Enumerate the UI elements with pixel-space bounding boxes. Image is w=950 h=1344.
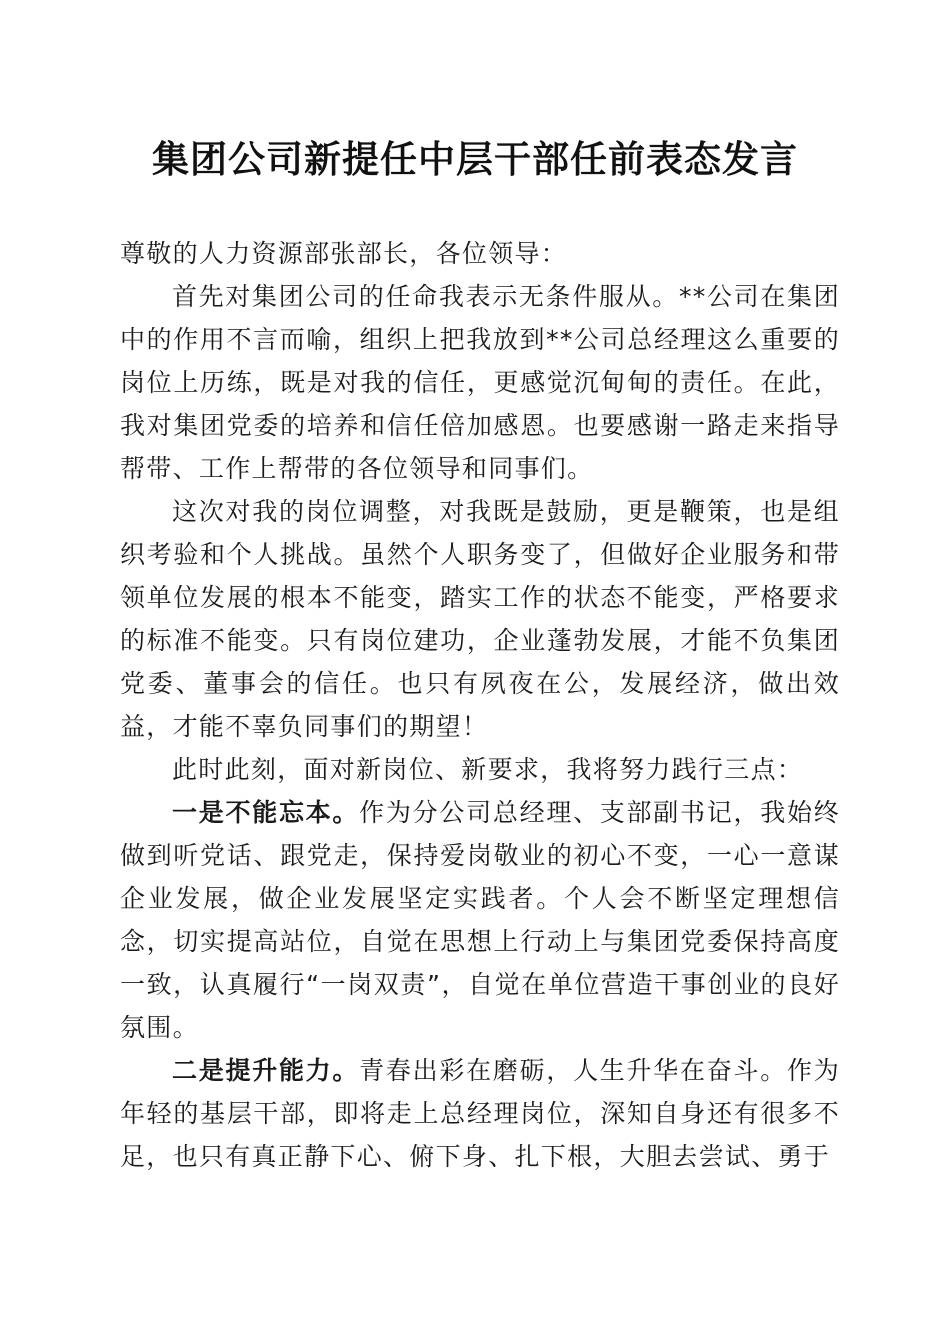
paragraph-5 <box>120 1049 840 1178</box>
paragraph-text: 这次对我的岗位调整，对我既是鼓励，更是鞭策，也是组织考验和个人挑战。虽然个人职务变了，但做好企业服务和带领单位发展的根本不能变，踏实工作的状态不能变，严格要求的标准不能变。只有岗位建功，企业蓬勃发展，才能不负集团党委、董事会的信任。也只有夙夜在公，发展经济，做出效益，才能不辜负同事们的期望！ <box>120 497 840 741</box>
paragraph-3 <box>120 748 840 791</box>
document-title: 集团公司新提任中层干部任前表态发言 <box>152 137 798 181</box>
paragraph-1 <box>120 275 840 490</box>
paragraph-text: 首先对集团公司的任命我表示无条件服从。**公司在集团中的作用不言而喻，组织上把我放到**公司总经理这么重要的岗位上历练，既是对我的信任，更感觉沉甸甸的责任。在此，我对集团党委的培养和信任倍加感恩。也要感谢一路走来指导帮带、工作上帮带的各位领导和同事们。 <box>120 282 840 483</box>
document-body <box>120 232 840 1178</box>
paragraph-4 <box>120 791 840 1049</box>
salutation: 尊敬的人力资源部张部长，各位领导： <box>120 239 568 268</box>
paragraph-lead: 二是提升能力。 <box>172 1056 360 1085</box>
paragraph-text: 此时此刻，面对新岗位、新要求，我将努力践行三点： <box>172 755 804 784</box>
paragraph-2 <box>120 490 840 748</box>
paragraph-text: 青春出彩在磨砺，人生升华在奋斗。作为年轻的基层干部，即将走上总经理岗位，深知自身还有很多不足，也只有真正静下心、俯下身、扎下根，大胆去尝试、勇于 <box>120 1056 840 1171</box>
paragraph-text: 作为分公司总经理、支部副书记，我始终做到听党话、跟党走，保持爱岗敬业的初心不变，一心一意谋企业发展，做企业发展坚定实践者。个人会不断坚定理想信念，切实提高站位，自觉在思想上行动上与集团党委保持高度一致，认真履行“一岗双责”，自觉在单位营造干事创业的良好氛围。 <box>120 798 840 1042</box>
paragraph-lead: 一是不能忘本。 <box>172 798 360 827</box>
